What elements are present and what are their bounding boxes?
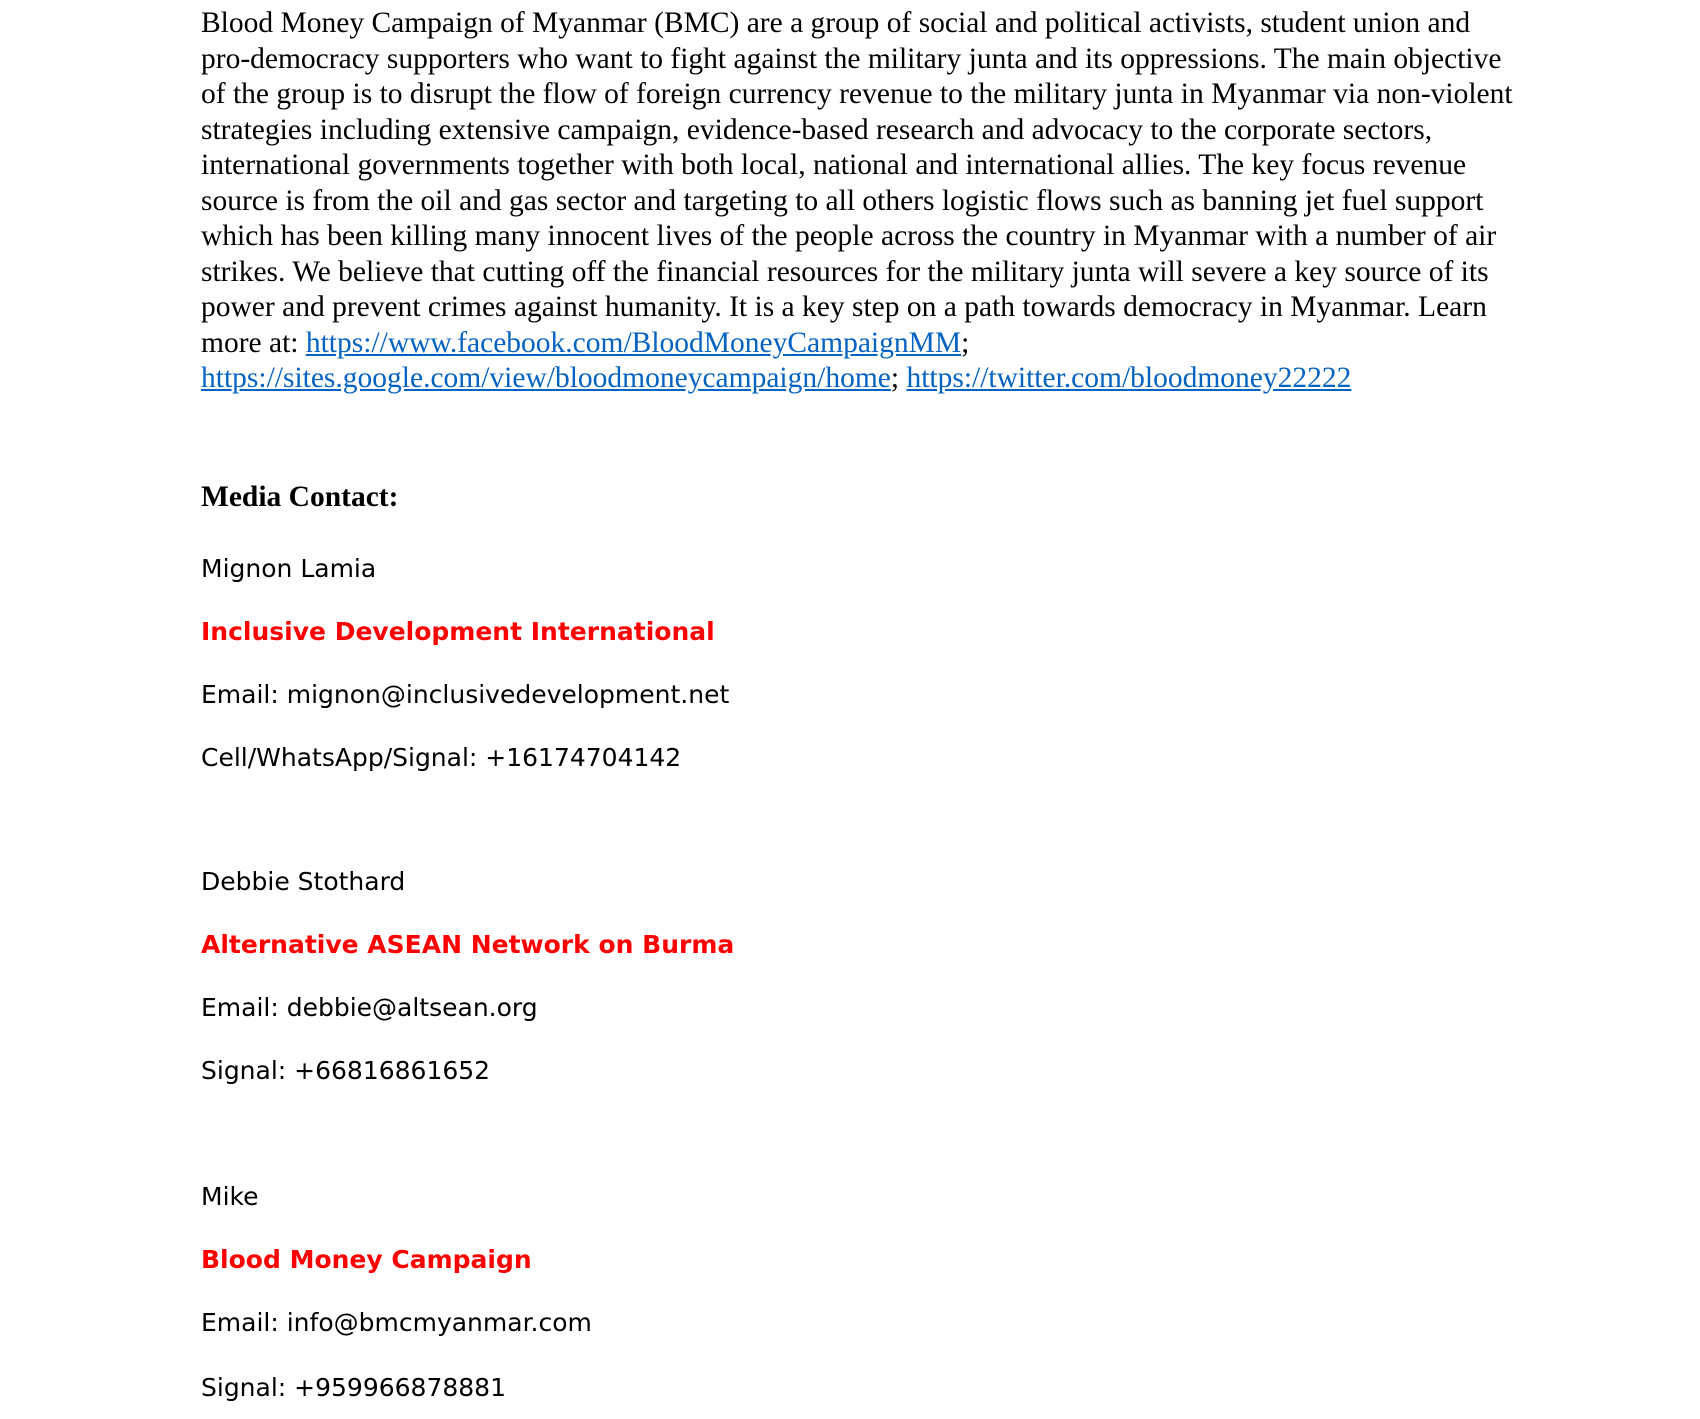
- contact-name: Debbie Stothard: [201, 867, 406, 896]
- twitter-link[interactable]: https://twitter.com/bloodmoney22222: [906, 362, 1352, 394]
- contact-phone: Signal: +959966878881: [201, 1373, 506, 1402]
- bmc-description-paragraph: [201, 6, 1521, 397]
- contact-phone: Cell/WhatsApp/Signal: +16174704142: [201, 743, 682, 772]
- google-sites-link[interactable]: https://sites.google.com/view/bloodmoneycampaign/home: [201, 362, 891, 394]
- link-separator: ;: [961, 326, 970, 359]
- contact-organization: Inclusive Development International: [201, 617, 715, 646]
- contact-name: Mike: [201, 1182, 259, 1211]
- contact-organization: Alternative ASEAN Network on Burma: [201, 930, 735, 959]
- contact-email: Email: debbie@altsean.org: [201, 993, 538, 1022]
- contact-name: Mignon Lamia: [201, 554, 377, 583]
- facebook-link[interactable]: https://www.facebook.com/BloodMoneyCampaignMM: [305, 326, 962, 359]
- contact-email: Email: info@bmcmyanmar.com: [201, 1308, 592, 1337]
- media-contact-heading: Media Contact:: [201, 481, 399, 513]
- contact-phone: Signal: +66816861652: [201, 1056, 491, 1085]
- link-separator: ;: [890, 362, 907, 394]
- bmc-description-text: Blood Money Campaign of Myanmar (BMC) are a group of social and political activists, student union and pro-democracy supporters who want to fight against the military junta and its oppressions. The main objective of the group is to disrupt the flow of foreign currency revenue to the military junta in Myanmar via non-violent strategies including extensive campaign, evidence-based research and advocacy to the corporate sectors, international governments together with both local, national and international allies. The key focus revenue source is from the oil and gas sector and targeting to all others logistic flows such as banning jet fuel support which has been killing many innocent lives of the people across the country in Myanmar with a number of air strikes. We believe that cutting off the financial resources for the military junta will severe a key source of its power and prevent crimes against humanity. It is a key step on a path towards democracy in Myanmar. Learn more at:: [201, 7, 1513, 359]
- contact-email: Email: mignon@inclusivedevelopment.net: [201, 680, 730, 709]
- contact-organization: Blood Money Campaign: [201, 1245, 532, 1274]
